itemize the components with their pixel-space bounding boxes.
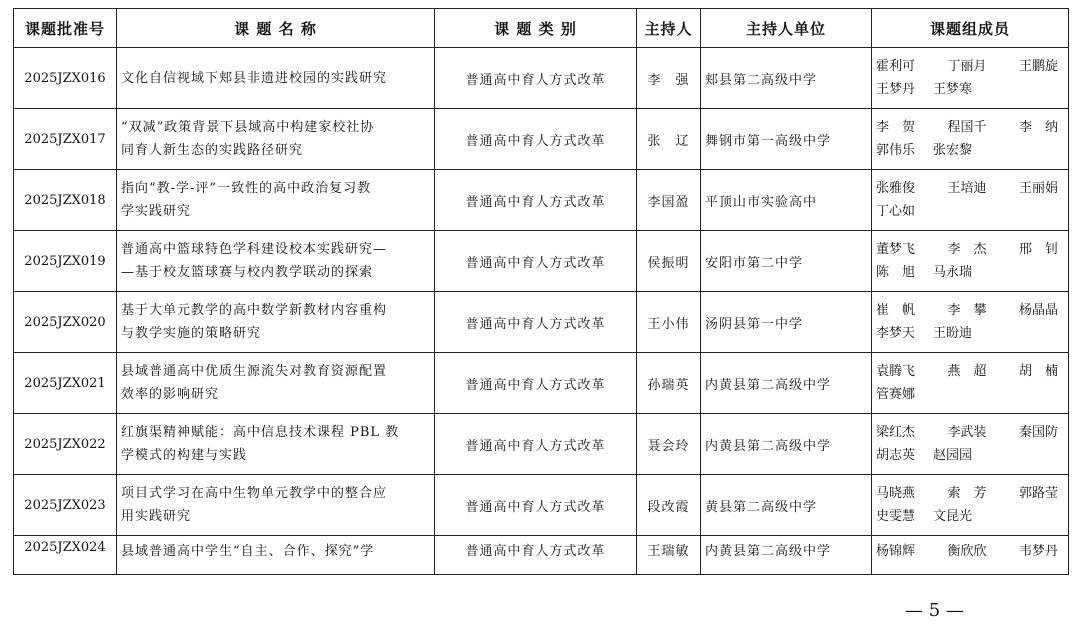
- member-name: 胡志英: [876, 448, 916, 463]
- member-name: 衡欣欣: [947, 544, 987, 559]
- member-name: 索 芳: [947, 486, 987, 501]
- cell-approval-no: 2025JZX024: [14, 536, 117, 575]
- member-name: 马晓燕: [876, 486, 916, 501]
- member-name: 丁心如: [876, 204, 916, 219]
- header-unit: 主持人单位: [701, 9, 872, 48]
- cell-host: 段改霞: [637, 475, 701, 536]
- cell-approval-no: 2025JZX019: [14, 231, 117, 292]
- cell-members: [872, 48, 1069, 109]
- header-members: 课题组成员: [872, 9, 1069, 48]
- member-name: 程国千: [947, 120, 987, 135]
- cell-unit: 内黄县第二高级中学: [701, 536, 872, 575]
- header-title: 课 题 名 称: [117, 9, 435, 48]
- cell-unit: 安阳市第二中学: [701, 231, 872, 292]
- cell-category: 普通高中育人方式改革: [435, 170, 637, 231]
- member-name: 胡 楠: [1018, 364, 1058, 379]
- member-name: 文昆光: [933, 509, 973, 524]
- header-approval-no: 课题批准号: [14, 9, 117, 48]
- cell-category: 普通高中育人方式改革: [435, 48, 637, 109]
- cell-approval-no: 2025JZX016: [14, 48, 117, 109]
- table-row: [14, 231, 1069, 292]
- title-line: 项目式学习在高中生物单元教学中的整合应: [121, 486, 388, 501]
- table-row: [14, 292, 1069, 353]
- member-line: [876, 78, 1068, 101]
- cell-members: [872, 353, 1069, 414]
- member-name: 杨晶晶: [1018, 303, 1058, 318]
- member-name: 李梦天: [876, 326, 916, 341]
- title-line: 基于大单元教学的高中数学新教材内容重构: [121, 303, 388, 318]
- member-name: 张雅俊: [876, 181, 916, 196]
- cell-unit: 平顶山市实验高中: [701, 170, 872, 231]
- member-name: 郭伟乐: [876, 143, 916, 158]
- member-name: 郭路莹: [1018, 486, 1058, 501]
- cell-category: 普通高中育人方式改革: [435, 292, 637, 353]
- cell-approval-no: 2025JZX023: [14, 475, 117, 536]
- member-line: [876, 177, 1068, 200]
- cell-title: [117, 109, 435, 170]
- member-name: 李 杰: [947, 242, 987, 257]
- member-line: [876, 421, 1068, 444]
- member-name: 李 贺: [876, 120, 916, 135]
- member-line: [876, 360, 1068, 383]
- title-line: 学实践研究: [121, 204, 192, 219]
- cell-title: [117, 536, 435, 575]
- member-name: 王丽娟: [1018, 181, 1058, 196]
- member-line: [876, 116, 1068, 139]
- member-name: 杨锦辉: [876, 544, 916, 559]
- cell-unit: 黄县第二高级中学: [701, 475, 872, 536]
- member-name: 丁丽月: [947, 59, 987, 74]
- cell-title: [117, 231, 435, 292]
- member-name: 燕 超: [947, 364, 987, 379]
- member-name: 崔 帆: [876, 303, 916, 318]
- member-name: 史雯慧: [876, 509, 916, 524]
- title-line: 效率的影响研究: [121, 387, 220, 402]
- member-name: 王梦寒: [933, 82, 973, 97]
- title-line: 指向“教-学-评”一致性的高中政治复习教: [121, 181, 372, 196]
- table-row: [14, 109, 1069, 170]
- cell-host: 王小伟: [637, 292, 701, 353]
- header-host: 主持人: [637, 9, 701, 48]
- member-name: 李 攀: [947, 303, 987, 318]
- member-name: 董梦飞: [876, 242, 916, 257]
- cell-title: [117, 170, 435, 231]
- cell-category: 普通高中育人方式改革: [435, 475, 637, 536]
- table-row: [14, 170, 1069, 231]
- cell-host: 孙瑞英: [637, 353, 701, 414]
- title-line: 与教学实施的策略研究: [121, 326, 262, 341]
- cell-host: 聂会玲: [637, 414, 701, 475]
- title-line: “双减”政策背景下县域高中构建家校社协: [121, 120, 375, 135]
- member-name: 陈 旭: [876, 265, 916, 280]
- cell-approval-no: 2025JZX018: [14, 170, 117, 231]
- member-line: [876, 383, 1068, 406]
- cell-members: [872, 109, 1069, 170]
- member-line: [876, 444, 1068, 467]
- cell-title: [117, 48, 435, 109]
- title-line: 县域普通高中学生“自主、合作、探究”学: [121, 544, 375, 559]
- member-name: 王鹏旋: [1018, 59, 1058, 74]
- member-name: 王梦丹: [876, 82, 916, 97]
- title-line: 学模式的构建与实践: [121, 448, 248, 463]
- cell-members: [872, 292, 1069, 353]
- table-row: [14, 414, 1069, 475]
- member-name: 霍利可: [876, 59, 916, 74]
- cell-members: [872, 475, 1069, 536]
- cell-members: [872, 231, 1069, 292]
- member-line: [876, 299, 1068, 322]
- cell-host: 张 辽: [637, 109, 701, 170]
- member-name: 梁红杰: [876, 425, 916, 440]
- cell-category: 普通高中育人方式改革: [435, 353, 637, 414]
- cell-members: [872, 536, 1069, 575]
- cell-approval-no: 2025JZX021: [14, 353, 117, 414]
- title-line: 县域普通高中优质生源流失对教育资源配置: [121, 364, 388, 379]
- member-name: 赵园园: [933, 448, 973, 463]
- member-line: [876, 482, 1068, 505]
- title-line: 红旗渠精神赋能：高中信息技术课程 PBL 教: [121, 425, 400, 440]
- member-line: [876, 322, 1068, 345]
- member-line: [876, 55, 1068, 78]
- table-body: [14, 48, 1069, 575]
- title-line: 文化自信视域下郏县非遗进校园的实践研究: [121, 70, 388, 86]
- cell-host: 李国盈: [637, 170, 701, 231]
- cell-unit: 舞钢市第一高级中学: [701, 109, 872, 170]
- cell-category: 普通高中育人方式改革: [435, 109, 637, 170]
- cell-approval-no: 2025JZX017: [14, 109, 117, 170]
- cell-host: 李 强: [637, 48, 701, 109]
- cell-unit: 内黄县第二高级中学: [701, 353, 872, 414]
- member-name: 张宏黎: [933, 143, 973, 158]
- cell-title: [117, 475, 435, 536]
- member-line: [876, 261, 1068, 284]
- cell-host: 侯振明: [637, 231, 701, 292]
- project-table: [13, 8, 1069, 575]
- cell-category: 普通高中育人方式改革: [435, 231, 637, 292]
- cell-approval-no: 2025JZX020: [14, 292, 117, 353]
- cell-unit: 汤阴县第一中学: [701, 292, 872, 353]
- cell-title: [117, 292, 435, 353]
- title-line: 普通高中篮球特色学科建设校本实践研究—: [121, 242, 388, 257]
- member-name: 袁腾飞: [876, 364, 916, 379]
- cell-approval-no: 2025JZX022: [14, 414, 117, 475]
- member-name: 王培迪: [947, 181, 987, 196]
- table-row: [14, 353, 1069, 414]
- title-line: —基于校友篮球赛与校内教学联动的探索: [121, 265, 374, 280]
- member-name: 秦国防: [1018, 425, 1058, 440]
- member-name: 王盼迪: [933, 326, 973, 341]
- table-row: [14, 475, 1069, 536]
- cell-category: 普通高中育人方式改革: [435, 536, 637, 575]
- cell-title: [117, 353, 435, 414]
- title-line: 用实践研究: [121, 509, 192, 524]
- table-header-row: [14, 9, 1069, 48]
- page-number: — 5 —: [905, 600, 964, 621]
- cell-unit: 郏县第二高级中学: [701, 48, 872, 109]
- member-line: [876, 139, 1068, 162]
- member-line: [876, 200, 1068, 223]
- cell-unit: 内黄县第二高级中学: [701, 414, 872, 475]
- member-name: 李武装: [947, 425, 987, 440]
- member-name: 马永瑞: [933, 265, 973, 280]
- cell-title: [117, 414, 435, 475]
- cell-host: 王瑞敏: [637, 536, 701, 575]
- table-row: [14, 48, 1069, 109]
- title-line: 同育人新生态的实践路径研究: [121, 143, 304, 158]
- header-category: 课 题 类 别: [435, 9, 637, 48]
- member-name: 管赛娜: [876, 387, 916, 402]
- cell-members: [872, 414, 1069, 475]
- member-line: [876, 238, 1068, 261]
- member-name: 韦梦丹: [1018, 544, 1058, 559]
- member-line: [876, 540, 1068, 563]
- cell-category: 普通高中育人方式改革: [435, 414, 637, 475]
- member-line: [876, 505, 1068, 528]
- member-name: 邢 钊: [1018, 242, 1058, 257]
- cell-members: [872, 170, 1069, 231]
- table-row: [14, 536, 1069, 575]
- member-name: 李 纳: [1018, 120, 1058, 135]
